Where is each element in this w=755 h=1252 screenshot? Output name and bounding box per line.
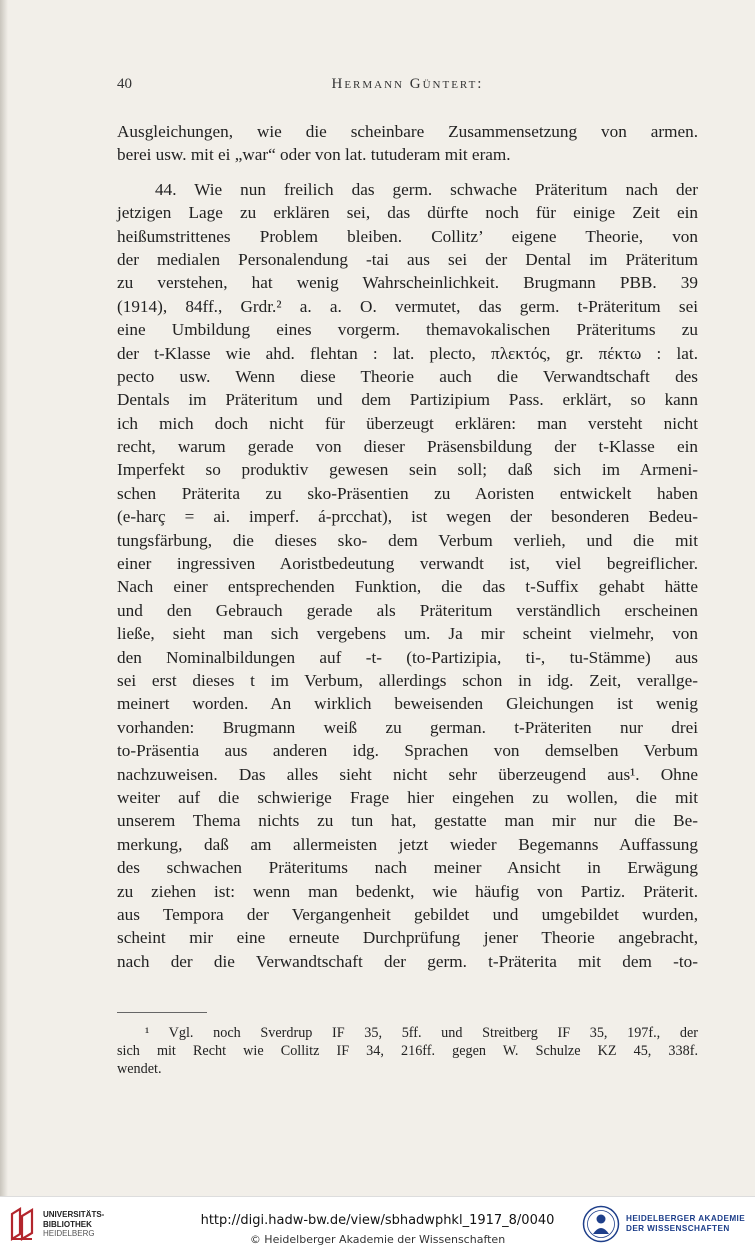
text-line: Nach einer entsprechenden Funktion, die das t-Suffix gehabt hätte — [117, 577, 698, 597]
copyright-notice: © Heidelberger Akademie der Wissenschaften — [249, 1233, 506, 1246]
text-line: des schwachen Präteritums nach meiner Ansicht in Erwägung — [117, 858, 698, 878]
text-line: Ausgleichungen, wie die scheinbare Zusammensetzung von armen. — [117, 122, 698, 141]
text-line: ließe, sieht man sich vergebens um. Ja mir scheint vielmehr, von — [117, 624, 698, 644]
text-line: pecto usw. Wenn diese Theorie auch die Verwandtschaft des — [117, 366, 698, 386]
running-title: Hermann Güntert: — [331, 76, 484, 92]
university-library-name: UNIVERSITÄTS- BIBLIOTHEK HEIDELBERG — [43, 1210, 105, 1238]
text-line: ich mich doch nicht für überzeugt erklären: man versteht nicht — [117, 413, 698, 433]
academy-seal-icon[interactable] — [582, 1205, 620, 1243]
footnote — [117, 1024, 698, 1078]
text-line: schen Präterita zu sko-Präsentien zu Aoristen entwickelt haben — [117, 483, 698, 503]
footnote-line: ¹ Vgl. noch Sverdrup IF 35, 5ff. und Streitberg IF 35, 197f., der — [145, 1025, 698, 1041]
text-line: berei usw. mit ei „war“ oder von lat. tutuderam mit eram. — [117, 145, 511, 165]
text-line: nachzuweisen. Das alles sieht nicht sehr überzeugend aus¹. Ohne — [117, 764, 698, 784]
text-line: unserem Thema nichts zu tun hat, gestatte man mir nur die Be- — [117, 811, 698, 831]
text-line: merkung, daß am allermeisten jetzt wieder Begemanns Auffassung — [117, 834, 698, 854]
footnote-line: wendet. — [117, 1061, 162, 1077]
page-number: 40 — [117, 76, 132, 92]
text-line: zu verstehen, hat wenig Wahrscheinlichkeit. Brugmann PBB. 39 — [117, 273, 698, 293]
text-line: meinert worden. An wirklich beweisenden Gleichungen ist wenig — [117, 694, 698, 714]
text-line: jetzigen Lage zu erklären sei, das dürfte noch für einige Zeit ein — [117, 203, 698, 223]
text-line: (e-harç = ai. imperf. á-prcchat), ist wegen der besonderen Bedeu- — [117, 507, 698, 527]
body-text — [117, 120, 698, 973]
text-line: tungsfärbung, die dieses sko- dem Verbum verlieh, und die mit — [117, 530, 698, 550]
text-line: der t-Klasse wie ahd. flehtan : lat. plecto, πλεκτός, gr. πέκτω : lat. — [117, 343, 698, 363]
text-line: (1914), 84ff., Grdr.² a. a. O. vermutet, das germ. t-Präteritum sei — [117, 296, 698, 316]
text-line: einer ingressiven Aoristbedeutung verwandt ist, viel begreiflicher. — [117, 554, 698, 574]
text-line: aus Tempora der Vergangenheit gebildet und umgebildet wurden, — [117, 904, 698, 924]
text-line: Imperfekt so produktiv gewesen sein soll; daß sich im Armeni- — [117, 460, 698, 480]
text-line: sei erst dieses t im Verbum, allerdings schon in idg. Zeit, verallge- — [117, 670, 698, 690]
text-line: recht, warum gerade von dieser Präsensbildung der t-Klasse ein — [117, 437, 698, 457]
permalink-url[interactable]: http://digi.hadw-bw.de/view/sbhadwphkl_1917_8/0040 — [200, 1213, 555, 1228]
text-line: to-Präsentia aus anderen idg. Sprachen von demselben Verbum — [117, 741, 698, 761]
paragraph-44-start: 44. Wie nun freilich das germ. schwache Präteritum nach der — [155, 179, 698, 199]
text-line: vorhanden: Brugmann weiß zu german. t-Präteriten nur drei — [117, 717, 698, 737]
footnote-line: sich mit Recht wie Collitz IF 34, 216ff. gegen W. Schulze KZ 45, 338f. — [117, 1043, 698, 1059]
text-line: heißumstrittenes Problem bleiben. Collitz’ eigene Theorie, von — [117, 226, 698, 246]
text-line: den Nominalbildungen auf -t- (to-Partizipia, ti-, tu-Stämme) aus — [117, 647, 698, 667]
footnote-rule — [117, 1012, 207, 1013]
viewer-footer — [0, 1196, 755, 1252]
text-line: der medialen Personalendung -tai aus sei der Dental im Präteritum — [117, 249, 698, 269]
text-line: scheint mir eine erneute Durchprüfung jener Theorie angebracht, — [117, 928, 698, 948]
text-line: und den Gebrauch gerade als Präteritum verständlich erscheinen — [117, 600, 698, 620]
text-line: weiter auf die schwierige Frage hier eingehen zu wollen, die mit — [117, 787, 698, 807]
text-line: Dentals im Präteritum und dem Partizipium Pass. erklärt, so kann — [117, 390, 698, 410]
academy-name: HEIDELBERGER AKADEMIE DER WISSENSCHAFTEN — [626, 1214, 746, 1233]
text-line: eine Umbildung eines vorgerm. themavokalischen Präteritums zu — [117, 320, 698, 340]
text-line: zu ziehen ist: wenn man bedenkt, wie häufig von Partiz. Präterit. — [117, 881, 698, 901]
text-line: nach der die Verwandtschaft der germ. t-Präterita mit dem -to- — [117, 951, 698, 971]
